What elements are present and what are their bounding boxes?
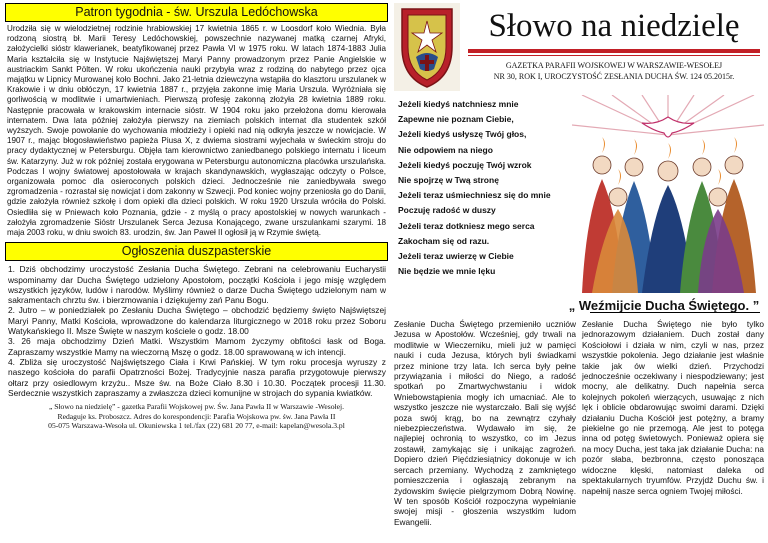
poem-line: Nie będzie we mnie lęku — [398, 266, 496, 277]
colophon-line: 05-075 Warszawa-Wesoła ul. Okuniewska 1 tel./fax (22) 681 20 77, e-mail: kapelan@wesola.3.pl — [48, 420, 345, 430]
parish-crest-icon — [394, 3, 460, 91]
poem-line: Jeżeli teraz dotkniesz mego serca — [398, 220, 535, 231]
poem-line: Nie odpowiem na niego — [398, 144, 493, 155]
colophon-line: „ Słowo na niedzielę” - gazetka Parafii Wojskowej pw. Św. Jana Pawła II w Warszawie -Wesołej. — [48, 402, 345, 412]
pentecost-illustration-icon — [572, 95, 764, 293]
article-column: Zesłanie Ducha Świętego przemieniło uczniów Jezusa w Apostołów. Wcześniej, gdy trwali na modlitwie w Wieczerniku, mieli już w pamięci nauki i cuda Jezusa, których byli świadkami przez minione trzy lata. Ich serca były pełne przywiązania i miłości do Niego, a radość spotkań po Zmartwychwstaniu i widok Wniebowstąpienia mogły ich umacniać. Ale to wszystko jeszcze nie wystarczało. Bali się wyjść poza swój krąg, bo na zewnątrz czyhały niebezpieczeństwa. Wydawało im się, że najlepiej ochronią to wszystko, co im Jezus zostawił, zamykając się i unikając zagrożeń. Dopiero dzień Pięćdziesiątnicy dokonuje w ich sercach przemiany. Wychodzą z zamkniętego pomieszczenia i ogłaszają zebranym na żydowskim święcie pielgrzymom Dobrą Nowinę. W ten sposób Kościół rozpoczyna wypełnianie swojej misji - głoszenia wszystkim ludom Ewangelii. — [394, 319, 576, 527]
article-title: „ Weźmijcie Ducha Świętego. ” — [568, 298, 760, 313]
poem-line: Jeżeli kiedyś poczuję Twój wzrok — [398, 159, 532, 170]
poem-line: Jeżeli kiedyś natchniesz mnie — [398, 99, 519, 109]
announcement-item: 2. Jutro – w poniedziałek po Zesłaniu Ducha Świętego – obchodzić będziemy święto Najświętszej Maryi Panny, Matki Kościoła, wprowadzone do kalendarza liturgicznego w 2018 roku przez Soboru Watykańskiego II. Msze Święte w naszym kościele o godz. 18.00 — [8, 305, 386, 337]
masthead — [394, 3, 764, 91]
subtitle-line: GAZETKA PARAFII WOJSKOWEJ W WARSZAWIE-WESOŁEJ — [505, 61, 723, 70]
left-column — [5, 3, 388, 430]
poem-line: Jeżeli teraz uwierzę w Ciebie — [398, 251, 514, 262]
poem-line: Jeżeli teraz uśmiechniesz się do mnie — [398, 190, 551, 201]
poem-line: Zakocham się od razu. — [398, 235, 490, 246]
right-column — [394, 3, 764, 527]
patron-heading: Patron tygodnia - św. Urszula Ledóchowska — [5, 3, 388, 22]
article-column: Zesłanie Ducha Świętego nie było tylko jednorazowym działaniem. Duch został dany Kościołowi i działa w nim, czyli w nas, przez wszystkie pokolenia. Jego działanie jest właśnie takie jak ów wielki dzień. Przychodzi jednocześnie oczekiwany i niespodziewany; jest mocny, ale delikatny. Duch napełnia serca kolejnych pokoleń wierzących, usuwając z nich lęk i oblicie obdarowując swoimi darami. Dzięki działaniu Ducha Kościół jest potężny, a bramy piekielne go nie przemogą. Ale jest to potęga inna od potęg świetowych. Ponieważ opiera się na mocy Ducha, jest taka jak działanie Ducha: na pozór słaba, bezbronna, często ponosząca widoczne klęski, natomiast daleka od spektakularnych tryumfów. Przyjdź Duchu św. i napełnij nasze serca ogniem Twojej miłości. — [582, 319, 764, 496]
colophon — [5, 398, 388, 430]
announcement-item: 1. Dziś obchodzimy uroczystość Zesłania Ducha Świętego. Zebrani na celebrowaniu Eucharystii wspominamy dar Ducha Świętego udzielony Apostołom, początki Kościoła i jego misję względem wszystkich języków, ludów i narodów. Myślimy również o darze Ducha Świętego udzielonym nam w sakramentach chrztu św. i bierzmowania i dziękujemy zań Panu Bogu. — [8, 264, 386, 306]
poem-line: Poczuję radość w duszy — [398, 205, 496, 216]
poem-line: Nie spojrzę w Twą stronę — [398, 175, 499, 186]
poem-line: Jeżeli kiedyś usłyszę Twój głos, — [398, 129, 527, 140]
poem-line: Zapewne nie poznam Ciebie, — [398, 114, 514, 125]
title-rule — [468, 49, 760, 53]
announcement-item: 4. Zbliża się uroczystość Najświętszego Ciała i Krwi Pańskiej. W tym roku procesja wyruszy z naszego kościoła do parafii Opatrzności Bożej. Tradycyjnie nasza parafia przygotowuje pierwszy ołtarz przy osiedlowym krzyżu.. Msze św. na Boże Ciało 8.30 i 10.30. Początek procesji 11.30. Serdecznie wszystkich zapraszamy a zwłaszcza dzieci komunijne w strojach do sypania kwiatków. — [8, 356, 386, 398]
title-rule-thin — [468, 55, 760, 56]
title-box — [464, 3, 764, 89]
poem-section — [394, 97, 764, 292]
colophon-line: Redaguje ks. Proboszcz. Adres do korespondencji: Parafia Wojskowa pw. św. Jana Pawła II — [57, 411, 336, 421]
article-body — [394, 319, 764, 527]
announcement-item: 3. 26 maja obchodzimy Dzień Matki. Wszystkim Mamom życzymy obfitości łask od Boga. Zapraszamy wszystkie Mamy na wieczorną Mszę o godz. 18.00 sprawowaną w ich intencji. — [8, 336, 386, 357]
page-title: Słowo na niedzielę — [488, 8, 740, 44]
poem — [398, 97, 573, 279]
announcements-heading: Ogłoszenia duszpasterskie — [5, 242, 388, 261]
subtitle-line: NR 30, ROK I, UROCZYSTOŚĆ ZESŁANIA DUCHA ŚW. 124 05.2015r. — [493, 72, 735, 81]
patron-text: Urodziła się w wielodzietnej rodzinie hrabiowskiej 17 kwietnia 1865 r. w Loosdorf koło Wiednia. Była rodzoną siostrą bł. Marii Teresy Ledóchowskiej, powszechnie nazywanej matką czarnej Afryki, założycielki sióstr klawerianek, beatyfikowanej przez Pawła VI w 1975 roku. W latach 1874-1883 Julia Maria kształciła się w Instytucie Najświętszej Maryi Panny prowadzonym przez Panie Angielskie w austriackim Sankt Pölten. W roku ukończenia nauki przybyła wraz z rodziną do nabytego przez ojca majątku w Lipnicy Murowanej koło Bochni. Jako 21-letnia dziewczyna wstąpiła do klasztoru urszulanek w Krakowie i w dniu obłóczyn, 17 kwietnia 1887 r., przyjęła zakonne imię Maria Urszula. Wyróżniała się gorliwością w modlitwie i umartwieniach. Pierwszą profesję zakonną złożyła 28 kwietnia 1889 roku. Następnie pracowała w krakowskim internacie sióstr. W 1904 roku jako przełożona domu kierowała internatem. Dwa lata później założyła pierwszy na ziemiach polskich internat dla studentek szkół wyższych. Swoje powołanie do wychowania młodzieży i opieki nad nią odkryła jeszcze w nowicjacie. W 1907 r., mając błogosławieństwo papieża Piusa X, z dwiema siostrami wyjechała w świeckim stroju do pracy dydaktycznej w Petersburgu. Objęła tam kierownictwo zaniedbanego polskiego internatu i liceum św. Katarzyny. Już w rok później została erygowana w Petersburgu autonomiczna placówka urszulańska. Podczas I wojny światowej apostołowała w krajach skandynawskich, wygłaszając odczyty o Polsce, organizowała pomoc dla osieroconych polskich dzieci. Jednocześnie nie zaniedbywała swego zgromadzenia - rozrastał się nowicjat i dom zakonny w Szwecji. Pod koniec wojny przeniosła go do Danii, gdzie założyła również szkołę i dom opieki dla dzieci polskich. W roku 1920 Urszula wróciła do Polski. Osiedliła się w Pniewach koło Poznania, gdzie - z myślą o pracy apostolskiej w nowych warunkach - założyła zgromadzenie Sióstr Urszulanek Serca Jezusa Konającego, zwane urszulankami szarymi. 18 maja 2003 roku, w dniu swoich 83. urodzin, św. Jan Paweł II ogłosił ją w Rzymie świętą. — [7, 24, 386, 238]
